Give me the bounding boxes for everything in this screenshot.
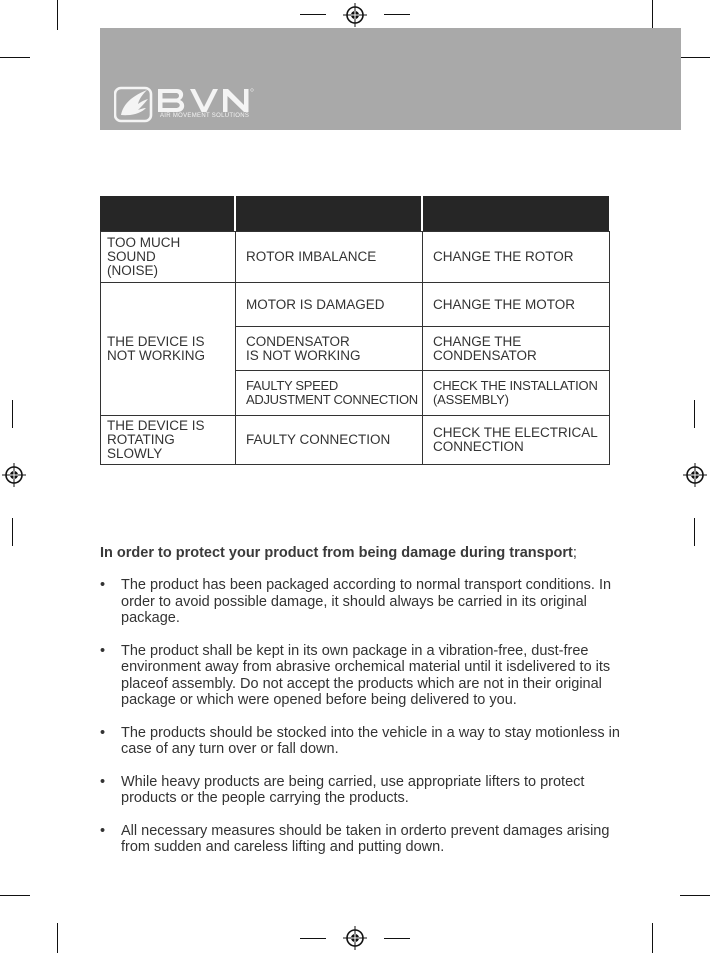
troubleshooting-table-body xyxy=(100,231,610,465)
fault-cell: TOO MUCH SOUND (NOISE) xyxy=(101,232,236,283)
cause-cell: FAULTY CONNECTION xyxy=(236,416,423,465)
list-item-text: All necessary measures should be taken in orderto prevent damages arising from sudden and careless lifting and putting down. xyxy=(121,822,610,855)
remedy-cell: CHANGE THE ROTOR xyxy=(423,232,610,283)
crop-mark xyxy=(57,0,58,30)
table-header-row xyxy=(100,196,609,231)
list-item xyxy=(100,643,620,709)
brand-tagline: AIR MOVEMENT SOLUTIONS xyxy=(160,113,250,119)
crop-mark xyxy=(694,518,695,546)
fault-cell: THE DEVICE IS ROTATING SLOWLY xyxy=(101,416,236,465)
bullet-icon: • xyxy=(100,577,106,593)
crop-mark xyxy=(0,57,30,58)
remedy-cell: CHANGE THE MOTOR xyxy=(423,283,610,327)
list-item-text: The product has been packaged according to normal transport conditions. In order to avoid possible damage, it should always be carried in its original package. xyxy=(121,577,612,626)
bullet-icon: • xyxy=(100,642,106,659)
table-row xyxy=(101,283,610,327)
crop-mark xyxy=(12,400,13,428)
bvn-wing-logo-icon xyxy=(114,84,284,126)
remedy-cell: CHANGE THE CONDENSATOR xyxy=(423,327,610,371)
crop-mark xyxy=(652,923,653,953)
table-header-cell xyxy=(235,196,422,231)
list-item xyxy=(100,577,620,627)
fault-cell: THE DEVICE IS NOT WORKING xyxy=(101,283,236,416)
troubleshooting-table xyxy=(100,196,609,231)
registration-mark-icon xyxy=(343,3,367,27)
table-header-cell xyxy=(422,196,609,231)
crop-mark xyxy=(694,400,695,428)
transport-intro xyxy=(100,545,577,561)
remedy-cell: CHECK THE ELECTRICAL CONNECTION xyxy=(423,416,610,465)
registration-mark-icon xyxy=(343,926,367,950)
table-row xyxy=(101,416,610,465)
list-item xyxy=(100,774,620,807)
list-item xyxy=(100,823,620,856)
list-item-text: The products should be stocked into the vehicle in a way to stay motionless in case of any turn over or fall down. xyxy=(121,724,620,757)
list-item-text: The product shall be kept in its own package in a vibration-free, dust-free environment away from abrasive orchemical material until it isdelivered to its placeof assembly. Do not accept the products which are not in their original package or which were opened before being delivered to you. xyxy=(121,642,611,708)
bullet-icon: • xyxy=(100,773,106,790)
crop-mark xyxy=(12,518,13,546)
table-row xyxy=(101,232,610,283)
bullet-icon: • xyxy=(100,724,106,741)
registration-mark-icon xyxy=(2,463,26,487)
crop-mark xyxy=(300,938,326,939)
brand-logo xyxy=(114,84,284,126)
remedy-cell: CHECK THE INSTALLATION (ASSEMBLY) xyxy=(423,371,610,416)
cause-cell: CONDENSATOR IS NOT WORKING xyxy=(236,327,423,371)
transport-intro-text: In order to protect your product from being damage during transport xyxy=(100,545,573,561)
bullet-icon: • xyxy=(100,822,106,839)
crop-mark xyxy=(680,895,710,896)
table-header-cell xyxy=(100,196,235,231)
crop-mark xyxy=(300,14,326,15)
transport-intro-suffix: ; xyxy=(572,545,577,561)
cause-cell: ROTOR IMBALANCE xyxy=(236,232,423,283)
crop-mark xyxy=(652,0,653,30)
crop-mark xyxy=(384,14,410,15)
list-item xyxy=(100,725,620,758)
crop-mark xyxy=(680,57,710,58)
cause-cell: MOTOR IS DAMAGED xyxy=(236,283,423,327)
crop-mark xyxy=(0,895,30,896)
transport-list xyxy=(100,577,620,872)
cause-cell: FAULTY SPEED ADJUSTMENT CONNECTION xyxy=(236,371,423,416)
crop-mark xyxy=(384,938,410,939)
list-item-text: While heavy products are being carried, use appropriate lifters to protect products or the people carrying the products. xyxy=(121,773,585,806)
crop-mark xyxy=(57,923,58,953)
registration-mark-icon xyxy=(683,463,707,487)
